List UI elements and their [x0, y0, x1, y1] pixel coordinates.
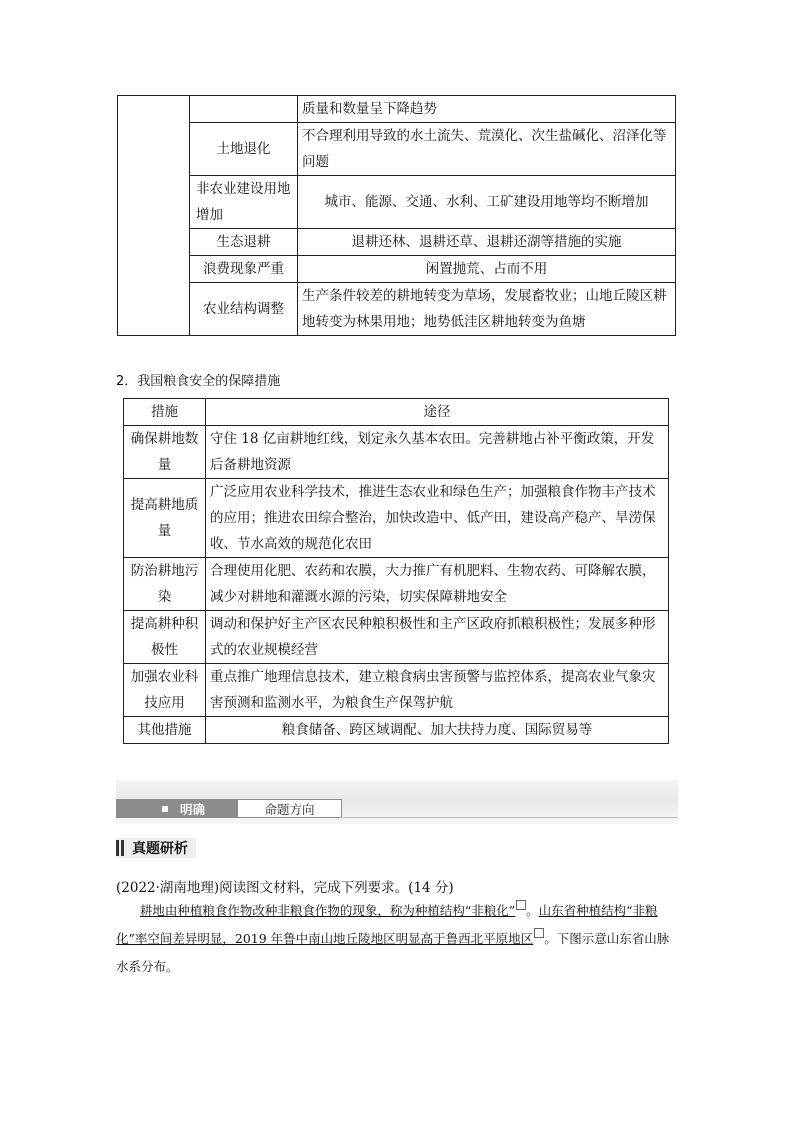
- way-cell: 守住 18 亿亩耕地红线，划定永久基本农田。完善耕地占补平衡政策，开发后备耕地资源: [206, 426, 669, 479]
- table-row: [118, 283, 676, 336]
- band-left-text: 明确: [180, 801, 206, 817]
- measure-cell: 其他措施: [124, 717, 206, 744]
- description-cell: 不合理利用导致的水土流失、荒漠化、次生盐碱化、沼泽化等问题: [298, 123, 676, 176]
- way-cell: 重点推广地理信息技术，建立粮食病虫害预警与监控体系，提高农业气象灾害预测和监测水平，为粮食生产保驾护航: [206, 664, 669, 717]
- description-cell: 城市、能源、交通、水利、工矿建设用地等均不断增加: [298, 176, 676, 229]
- measure-cell: 提高耕地质量: [124, 479, 206, 558]
- table-row: [124, 479, 669, 558]
- table-row: [118, 229, 676, 256]
- table-row: [124, 558, 669, 611]
- table-row: [124, 611, 669, 664]
- table-row: [118, 96, 676, 123]
- para-text: 。: [526, 903, 539, 918]
- measure-cell: 提高耕种积极性: [124, 611, 206, 664]
- description-cell: 退耕还林、退耕还草、退耕还湖等措施的实施: [298, 229, 676, 256]
- subcategory-cell: 土地退化: [190, 123, 298, 176]
- way-cell: 合理使用化肥、农药和农膜，大力推广有机肥料、生物农药、可降解农膜，减少对耕地和灌溉水源的污染，切实保障耕地安全: [206, 558, 669, 611]
- way-cell: 粮食储备、跨区域调配、加大扶持力度、国际贸易等: [206, 717, 669, 744]
- category-cell: [118, 96, 190, 336]
- underlined-text: 山东省种植结构“非粮化”率空间差异明显，2019 年鲁中南山地丘陵地区明显高于鲁西北平原地区: [116, 903, 658, 946]
- measure-cell: 确保耕地数量: [124, 426, 206, 479]
- para-text: 。下图示意山东省山脉水系分布。: [116, 931, 670, 974]
- way-cell: 调动和保护好主产区农民种粮积极性和主产区政府抓粮积极性；发展多种形式的农业规模经营: [206, 611, 669, 664]
- measure-cell: 加强农业科技应用: [124, 664, 206, 717]
- measure-cell: 防治耕地污染: [124, 558, 206, 611]
- band-label-left: [116, 799, 237, 818]
- question-intro: (2022·湖南地理)阅读图文材料，完成下列要求。(14 分): [116, 880, 454, 896]
- description-cell: 生产条件较差的耕地转变为草场，发展畜牧业；山地丘陵区耕地转变为林果用地；地势低洼区耕地转变为鱼塘: [298, 283, 676, 336]
- subcategory-cell: [190, 96, 298, 123]
- annotation-mark-icon: [534, 928, 544, 938]
- table-row: [118, 123, 676, 176]
- table-row: [124, 664, 669, 717]
- band-label-right: 命题方向: [237, 799, 342, 818]
- underlined-text: 耕地由种植粮食作物改种非粮食作物的现象，称为种植结构“非粮化”: [139, 903, 516, 918]
- section-title: 2．我国粮食安全的保障措施: [116, 374, 281, 389]
- subcategory-cell: 生态退耕: [190, 229, 298, 256]
- table-row: [124, 717, 669, 744]
- heading-bars-icon: [116, 840, 126, 856]
- header-measure: 措施: [124, 399, 206, 426]
- description-cell: 闲置抛荒、占而不用: [298, 256, 676, 283]
- farmland-reduction-table: [117, 95, 676, 336]
- band-divider: [340, 817, 678, 818]
- subcategory-cell: 非农业建设用地增加: [190, 176, 298, 229]
- table-row: [118, 256, 676, 283]
- food-security-measures-table: [123, 398, 669, 744]
- table-row: [118, 176, 676, 229]
- way-cell: 广泛应用农业科学技术，推进生态农业和绿色生产；加强粮食作物丰产技术的应用；推进农田综合整治，加快改造中、低产田，建设高产稳产、旱涝保收、节水高效的规范化农田: [206, 479, 669, 558]
- description-cell: 质量和数量呈下降趋势: [298, 96, 676, 123]
- subcategory-cell: 农业结构调整: [190, 283, 298, 336]
- table-row: [124, 426, 669, 479]
- table-header-row: [124, 399, 669, 426]
- heading-text: 真题研析: [132, 841, 188, 857]
- header-way: 途径: [206, 399, 669, 426]
- annotation-mark-icon: [516, 900, 526, 910]
- subsection-heading: [116, 838, 196, 858]
- material-paragraph: [116, 897, 681, 981]
- square-bullet-icon: [162, 806, 168, 812]
- subcategory-cell: 浪费现象严重: [190, 256, 298, 283]
